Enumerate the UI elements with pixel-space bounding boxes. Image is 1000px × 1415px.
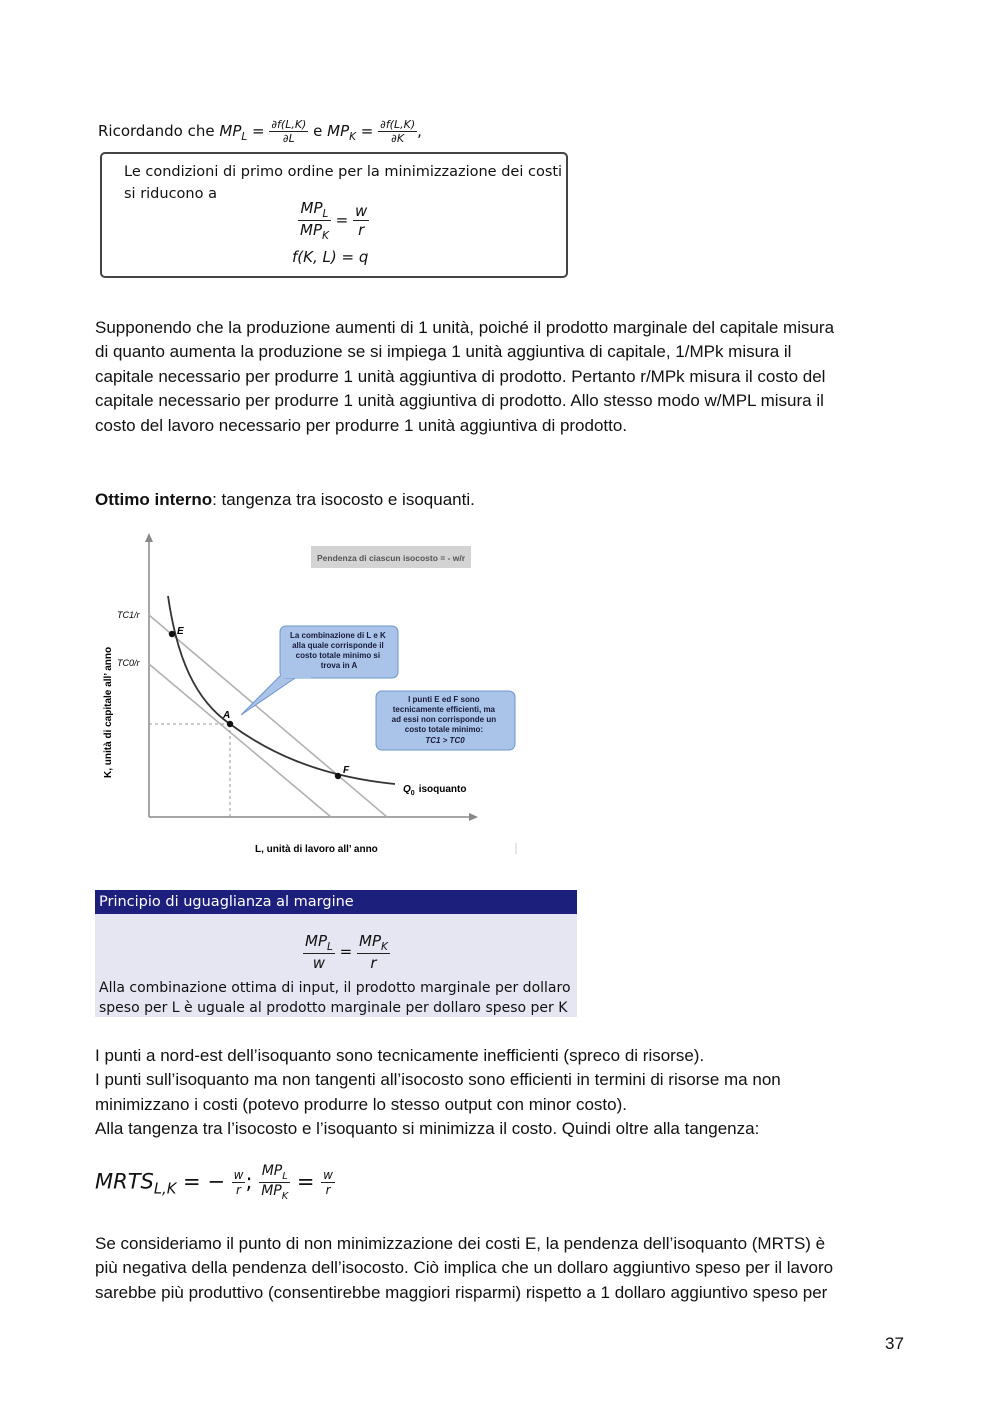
slope-note-text: Pendenza di ciascun isocosto = - w/r bbox=[317, 553, 466, 563]
mrts-eq2: = bbox=[296, 1169, 315, 1194]
mpk-num: ∂f(L,K) bbox=[380, 118, 416, 131]
foc-eq: = bbox=[335, 211, 349, 229]
mpl-sub: L bbox=[241, 131, 248, 143]
callout-a-line: La combinazione di L e K bbox=[289, 631, 386, 640]
foc-ratio-num-sub: L bbox=[322, 208, 329, 220]
principle-k-den: r bbox=[370, 954, 377, 972]
mrts-eq1: = − bbox=[183, 1169, 225, 1194]
foc-rhs bbox=[353, 202, 369, 239]
paragraph-line: Alla tangenza tra l’isocosto e l’isoquanto si minimizza il costo. Quindi oltre alla tangenza: bbox=[95, 1119, 760, 1139]
mpk-symbol: MP bbox=[327, 122, 350, 140]
foc-line2: si riducono a bbox=[124, 186, 217, 202]
mrts-f3-num: w bbox=[323, 1167, 333, 1182]
label-point-e: E bbox=[177, 626, 184, 637]
paragraph-line: sarebbe più produttivo (consentirebbe maggiori risparmi) rispetto a 1 dollaro aggiuntivo speso per bbox=[95, 1282, 828, 1302]
principle-equation bbox=[303, 932, 390, 972]
foc-ratio-den: MP bbox=[300, 221, 322, 239]
isocost-line-tc0 bbox=[149, 664, 331, 817]
mpl-symbol: MP bbox=[219, 122, 242, 140]
y-axis-arrow bbox=[145, 533, 153, 542]
paragraph-line: I punti sull’isoquanto ma non tangenti all’isocosto sono efficienti in termini di risorse ma non bbox=[95, 1070, 781, 1090]
isoquant-label-sym: Q bbox=[403, 784, 411, 795]
principle-header: Principio di uguaglianza al margine bbox=[95, 890, 577, 914]
principle-l-num: MP bbox=[305, 932, 327, 950]
y-axis-label: K, unità di capitale all’ anno bbox=[103, 646, 114, 778]
isoquant-curve bbox=[168, 596, 395, 784]
mrts-frac-w-r-2 bbox=[321, 1168, 335, 1197]
optimum-bold: Ottimo interno bbox=[95, 490, 213, 509]
mpk-fraction bbox=[378, 118, 417, 145]
recall-conj: e bbox=[313, 122, 323, 140]
callout-ef-line: ad essi non corrisponde un bbox=[391, 715, 497, 724]
paragraph-line: capitale necessario per produrre 1 unità aggiuntiva di prodotto. Pertanto r/MPk misura il costo del bbox=[95, 366, 826, 386]
mrts-f2-num: MP bbox=[261, 1163, 283, 1179]
principle-eq: = bbox=[339, 942, 353, 961]
paragraph-line: Se consideriamo il punto di non minimizzazione dei costi E, la pendenza dell’isoquanto (MRTS) è bbox=[95, 1234, 826, 1253]
foc-ratio-num: MP bbox=[300, 199, 323, 217]
principle-l-fraction bbox=[303, 932, 335, 972]
paragraph-3 bbox=[95, 1232, 833, 1305]
principle-text-line: Alla combinazione ottima di input, il prodotto marginale per dollaro bbox=[99, 980, 571, 996]
mrts-frac-mp bbox=[259, 1163, 290, 1202]
principle-k-num-sub: K bbox=[381, 941, 388, 953]
paragraph-line: costo del lavoro necessario per produrre 1 unità aggiuntiva di prodotto. bbox=[95, 415, 628, 435]
x-axis-arrow bbox=[469, 813, 478, 821]
mrts-frac-w-r bbox=[232, 1168, 246, 1197]
y-tick-tc0: TC0/r bbox=[117, 658, 140, 668]
callout-a-joint bbox=[281, 670, 311, 678]
foc-ratio bbox=[298, 199, 331, 242]
x-axis-label: L, unità di lavoro all’ anno bbox=[255, 844, 378, 855]
callout-a-line: alla quale corrisponde il bbox=[292, 641, 384, 650]
foc-ratio-den-sub: K bbox=[322, 230, 329, 242]
principle-l-den: w bbox=[312, 954, 326, 972]
principle-text-line: speso per L è uguale al prodotto marginale per dollaro speso per K bbox=[99, 1000, 568, 1016]
mpl-num: ∂f(L,K) bbox=[271, 118, 307, 131]
mrts-sub: L,K bbox=[153, 1180, 177, 1198]
isoquant-label bbox=[403, 784, 466, 797]
paragraph-line: minimizzano i costi (potevo produrre lo stesso output con minor costo). bbox=[95, 1094, 627, 1114]
callout-ef-line: costo totale minimo: bbox=[404, 725, 483, 734]
foc-ratio-equation bbox=[298, 199, 369, 242]
foc-constraint: f(K, L) = q bbox=[292, 248, 369, 266]
paragraph-1 bbox=[95, 316, 834, 438]
foc-line1: Le condizioni di primo ordine per la minimizzazione dei costi bbox=[124, 164, 563, 180]
mrts-name: MRTS bbox=[95, 1169, 154, 1194]
callout-a-line: costo totale minimo si bbox=[295, 651, 381, 660]
optimum-rest: : tangenza tra isocosto e isoquanti. bbox=[212, 490, 475, 509]
paragraph-line: di quanto aumenta la produzione se si impiega 1 unità aggiuntiva di capitale, 1/MPk misura il bbox=[95, 342, 792, 362]
mrts-f2-num-sub: L bbox=[282, 1170, 288, 1182]
callout-a-pointer bbox=[241, 674, 301, 715]
label-point-f: F bbox=[343, 765, 350, 776]
callout-a-line: trova in A bbox=[320, 661, 358, 670]
y-tick-tc1: TC1/r bbox=[117, 610, 140, 620]
mrts-f2-den-sub: K bbox=[281, 1190, 289, 1202]
foc-box bbox=[100, 152, 568, 278]
paragraph-line: I punti a nord-est dell’isoquanto sono tecnicamente inefficienti (spreco di risorse). bbox=[95, 1046, 705, 1065]
callout-ef-line: TC1 > TC0 bbox=[425, 736, 465, 745]
isoquant-label-sub: 0 bbox=[410, 790, 415, 797]
mrts-f1-num: w bbox=[233, 1167, 244, 1182]
page-number: 37 bbox=[885, 1334, 904, 1353]
paragraph-2 bbox=[95, 1044, 781, 1142]
point-f bbox=[335, 773, 341, 779]
mpk-sub: K bbox=[349, 131, 357, 143]
principle-k-num: MP bbox=[359, 932, 381, 950]
foc-rhs-den: r bbox=[358, 221, 365, 239]
principle-k-fraction bbox=[357, 932, 390, 972]
mrts-sep: ; bbox=[245, 1169, 253, 1194]
principle-l-num-sub: L bbox=[327, 941, 333, 953]
mrts-formula bbox=[95, 1163, 335, 1202]
recall-prefix: Ricordando che bbox=[98, 122, 215, 140]
mrts-f3-den: r bbox=[325, 1182, 331, 1197]
callout-ef-line: I punti E ed F sono bbox=[408, 695, 480, 704]
label-point-a: A bbox=[223, 710, 231, 721]
paragraph-line: capitale necessario per produrre 1 unità aggiuntiva di prodotto. Allo stesso modo w/MPL misura il bbox=[95, 391, 824, 411]
recall-formula-line: Ricordando che $MP_L$ = $\frac{\partial f(L,K)}{\partial L}$ e $MP_K$ = $\frac{\partial f(L,K)}{\partial K}$ , bbox=[98, 118, 422, 145]
paragraph-line: più negativa della pendenza dell’isocosto. Ciò implica che un dollaro aggiuntivo speso per il lavoro bbox=[95, 1258, 834, 1278]
optimum-heading bbox=[95, 488, 475, 512]
mrts-f1-den: r bbox=[236, 1182, 241, 1197]
principle-text bbox=[99, 978, 575, 1018]
foc-rhs-num: w bbox=[355, 202, 368, 220]
mpl-den: ∂L bbox=[282, 132, 295, 145]
isoquant-label-text: isoquanto bbox=[418, 784, 467, 795]
recall-suffix: , bbox=[417, 122, 422, 140]
mrts-f2-den: MP bbox=[261, 1182, 282, 1199]
principle-box bbox=[95, 890, 577, 1017]
isocost-isoquant-chart bbox=[95, 528, 525, 860]
callout-ef-line: tecnicamente efficienti, ma bbox=[392, 705, 496, 714]
mpk-den: ∂K bbox=[391, 132, 405, 145]
paragraph-line: Supponendo che la produzione aumenti di 1 unità, poiché il prodotto marginale del capitale misura bbox=[95, 318, 835, 337]
mpl-fraction bbox=[269, 118, 308, 145]
point-a bbox=[227, 721, 233, 727]
point-e bbox=[169, 631, 175, 637]
